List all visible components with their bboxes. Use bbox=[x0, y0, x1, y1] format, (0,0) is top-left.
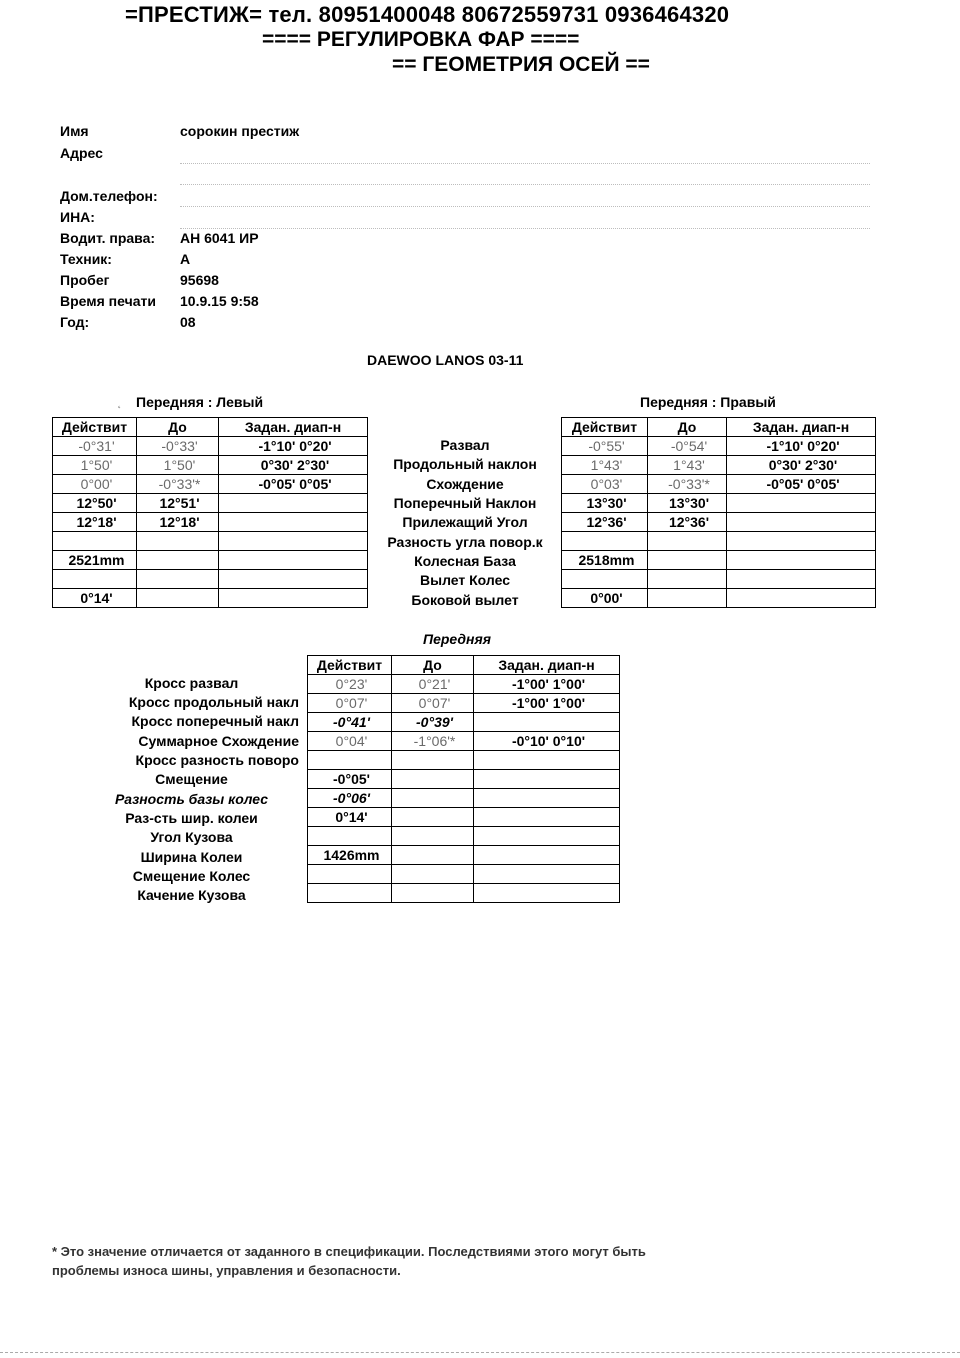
cell-actual: -0°05' bbox=[308, 770, 392, 789]
table-row bbox=[308, 846, 620, 865]
col-before: До bbox=[392, 656, 474, 675]
table-row bbox=[53, 475, 368, 494]
cell-spec: -1°00' 1°00' bbox=[474, 694, 620, 713]
cell-actual: 13°30' bbox=[562, 494, 648, 513]
cell-spec: -1°10' 0°20' bbox=[219, 437, 368, 456]
cell-actual: 0°00' bbox=[53, 475, 137, 494]
axle-param-label: Разность базы колес bbox=[114, 791, 269, 807]
param-label: Вылет Колес bbox=[420, 572, 510, 588]
table-row bbox=[308, 770, 620, 789]
cell-before bbox=[137, 551, 219, 570]
table-row bbox=[308, 732, 620, 751]
info-value-print-time: 10.9.15 9:58 bbox=[180, 293, 259, 309]
axle-param-label: Ширина Колеи bbox=[140, 849, 243, 865]
cell-spec bbox=[727, 513, 876, 532]
table-row bbox=[562, 570, 876, 589]
table-row bbox=[308, 789, 620, 808]
cell-actual: 0°07' bbox=[308, 694, 392, 713]
cell-before bbox=[137, 570, 219, 589]
table-row bbox=[308, 808, 620, 827]
cell-before: -0°33'* bbox=[648, 475, 727, 494]
cell-actual: -0°41' bbox=[308, 713, 392, 732]
cell-spec bbox=[727, 494, 876, 513]
cell-before bbox=[648, 589, 727, 608]
cell-actual: 0°03' bbox=[562, 475, 648, 494]
cell-spec: -1°00' 1°00' bbox=[474, 675, 620, 694]
cell-actual: 0°23' bbox=[308, 675, 392, 694]
axle-param-label: Кросс развал bbox=[144, 675, 239, 691]
dotted-rule bbox=[180, 228, 870, 229]
table-row bbox=[308, 675, 620, 694]
cell-spec bbox=[727, 551, 876, 570]
cell-spec: -0°10' 0°10' bbox=[474, 732, 620, 751]
vehicle-model: DAEWOO LANOS 03-11 bbox=[367, 352, 524, 368]
cell-actual bbox=[308, 865, 392, 884]
footnote-line: проблемы износа шины, управления и безопасности. bbox=[52, 1263, 401, 1278]
cell-before: 1°50' bbox=[137, 456, 219, 475]
info-label-year: Год: bbox=[60, 314, 90, 330]
axle-param-label: Смещение Колес bbox=[132, 868, 251, 884]
table-row bbox=[53, 570, 368, 589]
front-right-title: Передняя : Правый bbox=[640, 394, 776, 410]
cell-actual: 2518mm bbox=[562, 551, 648, 570]
cell-spec bbox=[727, 532, 876, 551]
cell-spec bbox=[727, 570, 876, 589]
front-right-table bbox=[561, 417, 876, 608]
info-label-ina: ИНА: bbox=[60, 209, 95, 225]
cell-spec bbox=[219, 589, 368, 608]
table-row bbox=[308, 827, 620, 846]
table-row bbox=[53, 551, 368, 570]
cell-before: 12°51' bbox=[137, 494, 219, 513]
table-row bbox=[53, 589, 368, 608]
footnote bbox=[52, 1242, 812, 1280]
info-value-mileage: 95698 bbox=[180, 272, 219, 288]
front-axle-table bbox=[307, 655, 620, 903]
param-label: Схождение bbox=[426, 476, 504, 492]
cell-spec bbox=[474, 808, 620, 827]
axle-param-label: Угол Кузова bbox=[150, 829, 233, 845]
cell-actual: 0°14' bbox=[308, 808, 392, 827]
cell-before: 13°30' bbox=[648, 494, 727, 513]
table-row bbox=[53, 437, 368, 456]
cell-before bbox=[137, 589, 219, 608]
cell-before: 12°18' bbox=[137, 513, 219, 532]
table-row bbox=[562, 437, 876, 456]
table-header-row bbox=[308, 656, 620, 675]
axle-param-label: Кросс продольный накл bbox=[128, 694, 299, 710]
table-row bbox=[562, 456, 876, 475]
cell-actual bbox=[308, 751, 392, 770]
cell-actual: 12°50' bbox=[53, 494, 137, 513]
info-label-address: Адрес bbox=[60, 145, 103, 161]
info-value-license: АН 6041 ИР bbox=[180, 230, 259, 246]
cell-spec bbox=[474, 713, 620, 732]
cell-before bbox=[648, 570, 727, 589]
cell-spec bbox=[474, 865, 620, 884]
cell-before bbox=[392, 751, 474, 770]
cell-before bbox=[648, 532, 727, 551]
table-row bbox=[53, 494, 368, 513]
cell-spec bbox=[474, 789, 620, 808]
cell-before: -0°33' bbox=[137, 437, 219, 456]
cell-actual: -0°06' bbox=[308, 789, 392, 808]
axle-param-label: Кросс поперечный накл bbox=[131, 713, 299, 729]
table-row bbox=[562, 475, 876, 494]
cell-before bbox=[392, 846, 474, 865]
cell-before: 1°43' bbox=[648, 456, 727, 475]
cell-before: -1°06'* bbox=[392, 732, 474, 751]
page-edge-divider bbox=[0, 1352, 960, 1353]
table-row bbox=[562, 589, 876, 608]
dotted-rule bbox=[180, 206, 870, 207]
axle-param-label: Смещение bbox=[155, 771, 228, 787]
cell-actual bbox=[53, 532, 137, 551]
cell-actual bbox=[308, 827, 392, 846]
col-spec: Задан. диап-н bbox=[727, 418, 876, 437]
cell-actual bbox=[562, 570, 648, 589]
scan-mark: ˛ bbox=[118, 398, 122, 409]
param-label: Колесная База bbox=[414, 553, 516, 569]
col-actual: Действит bbox=[308, 656, 392, 675]
cell-actual bbox=[562, 532, 648, 551]
info-value-technician: А bbox=[180, 251, 191, 267]
table-row bbox=[53, 532, 368, 551]
col-spec: Задан. диап-н bbox=[219, 418, 368, 437]
cell-spec bbox=[219, 551, 368, 570]
axle-param-label: Качение Кузова bbox=[137, 887, 246, 903]
cell-actual: 1°50' bbox=[53, 456, 137, 475]
info-label-technician: Техник: bbox=[60, 251, 112, 267]
dotted-rule bbox=[180, 163, 870, 164]
cell-spec: -1°10' 0°20' bbox=[727, 437, 876, 456]
param-label: Поперечный Наклон bbox=[393, 495, 537, 511]
table-row bbox=[562, 532, 876, 551]
front-left-title: Передняя : Левый bbox=[136, 394, 264, 410]
dotted-rule bbox=[180, 184, 870, 185]
cell-spec bbox=[219, 532, 368, 551]
front-left-table bbox=[52, 417, 368, 608]
table-row bbox=[562, 551, 876, 570]
info-label-print-time: Время печати bbox=[60, 293, 156, 309]
cell-actual: 0°04' bbox=[308, 732, 392, 751]
cell-actual: 0°14' bbox=[53, 589, 137, 608]
cell-actual: 12°36' bbox=[562, 513, 648, 532]
table-row bbox=[308, 865, 620, 884]
cell-spec: 0°30' 2°30' bbox=[727, 456, 876, 475]
table-row bbox=[308, 884, 620, 903]
table-row bbox=[562, 494, 876, 513]
table-row bbox=[53, 513, 368, 532]
cell-before: 0°21' bbox=[392, 675, 474, 694]
cell-actual: 1426mm bbox=[308, 846, 392, 865]
cell-before: -0°54' bbox=[648, 437, 727, 456]
cell-before bbox=[392, 865, 474, 884]
front-axle-title: Передняя bbox=[423, 631, 491, 647]
table-header-row bbox=[562, 418, 876, 437]
cell-before bbox=[392, 884, 474, 903]
param-label: Продольный наклон bbox=[393, 456, 537, 472]
col-actual: Действит bbox=[53, 418, 137, 437]
cell-before bbox=[392, 827, 474, 846]
param-label: Развал bbox=[440, 437, 490, 453]
col-actual: Действит bbox=[562, 418, 648, 437]
cell-spec bbox=[474, 751, 620, 770]
cell-actual: 0°00' bbox=[562, 589, 648, 608]
footnote-line: * Это значение отличается от заданного в спецификации. Последствиями этого могут быть bbox=[52, 1244, 646, 1259]
cell-actual: -0°55' bbox=[562, 437, 648, 456]
col-before: До bbox=[648, 418, 727, 437]
table-row bbox=[53, 456, 368, 475]
cell-spec bbox=[219, 494, 368, 513]
cell-before bbox=[137, 532, 219, 551]
table-row bbox=[308, 694, 620, 713]
cell-spec bbox=[474, 770, 620, 789]
info-label-license: Водит. права: bbox=[60, 230, 156, 246]
info-value-name: сорокин престиж bbox=[180, 123, 300, 139]
table-row bbox=[308, 713, 620, 732]
info-label-phone: Дом.телефон: bbox=[60, 188, 158, 204]
info-label-name: Имя bbox=[60, 123, 89, 139]
cell-spec bbox=[219, 570, 368, 589]
headlight-adjust-title: ==== РЕГУЛИРОВКА ФАР ==== bbox=[262, 28, 580, 51]
cell-spec bbox=[474, 827, 620, 846]
table-row bbox=[308, 751, 620, 770]
cell-before: 0°07' bbox=[392, 694, 474, 713]
table-header-row bbox=[53, 418, 368, 437]
cell-spec: -0°05' 0°05' bbox=[219, 475, 368, 494]
cell-spec bbox=[727, 589, 876, 608]
axle-param-label: Суммарное Схождение bbox=[138, 733, 299, 749]
cell-before bbox=[392, 808, 474, 827]
axle-param-label: Раз-сть шир. колеи bbox=[125, 810, 258, 826]
cell-spec: 0°30' 2°30' bbox=[219, 456, 368, 475]
col-spec: Задан. диап-н bbox=[474, 656, 620, 675]
info-value-year: 08 bbox=[180, 314, 196, 330]
cell-actual: 12°18' bbox=[53, 513, 137, 532]
cell-spec: -0°05' 0°05' bbox=[727, 475, 876, 494]
cell-before bbox=[392, 789, 474, 808]
col-before: До bbox=[137, 418, 219, 437]
cell-before bbox=[392, 770, 474, 789]
axle-geometry-title: == ГЕОМЕТРИЯ ОСЕЙ == bbox=[392, 53, 650, 76]
cell-before: -0°33'* bbox=[137, 475, 219, 494]
cell-spec bbox=[474, 846, 620, 865]
cell-actual bbox=[308, 884, 392, 903]
param-label: Разность угла повор.к bbox=[387, 534, 543, 550]
cell-actual: 1°43' bbox=[562, 456, 648, 475]
axle-param-label: Кросс разность поворо bbox=[135, 752, 299, 768]
cell-actual: -0°31' bbox=[53, 437, 137, 456]
cell-actual bbox=[53, 570, 137, 589]
cell-actual: 2521mm bbox=[53, 551, 137, 570]
cell-spec bbox=[474, 884, 620, 903]
param-label: Боковой вылет bbox=[411, 592, 519, 608]
cell-before: -0°39' bbox=[392, 713, 474, 732]
cell-spec bbox=[219, 513, 368, 532]
info-label-mileage: Пробег bbox=[60, 272, 110, 288]
cell-before: 12°36' bbox=[648, 513, 727, 532]
cell-before bbox=[648, 551, 727, 570]
param-label: Прилежащий Угол bbox=[402, 514, 528, 530]
shop-header: =ПРЕСТИЖ= тел. 80951400048 80672559731 0936464320 bbox=[125, 2, 730, 27]
table-row bbox=[562, 513, 876, 532]
